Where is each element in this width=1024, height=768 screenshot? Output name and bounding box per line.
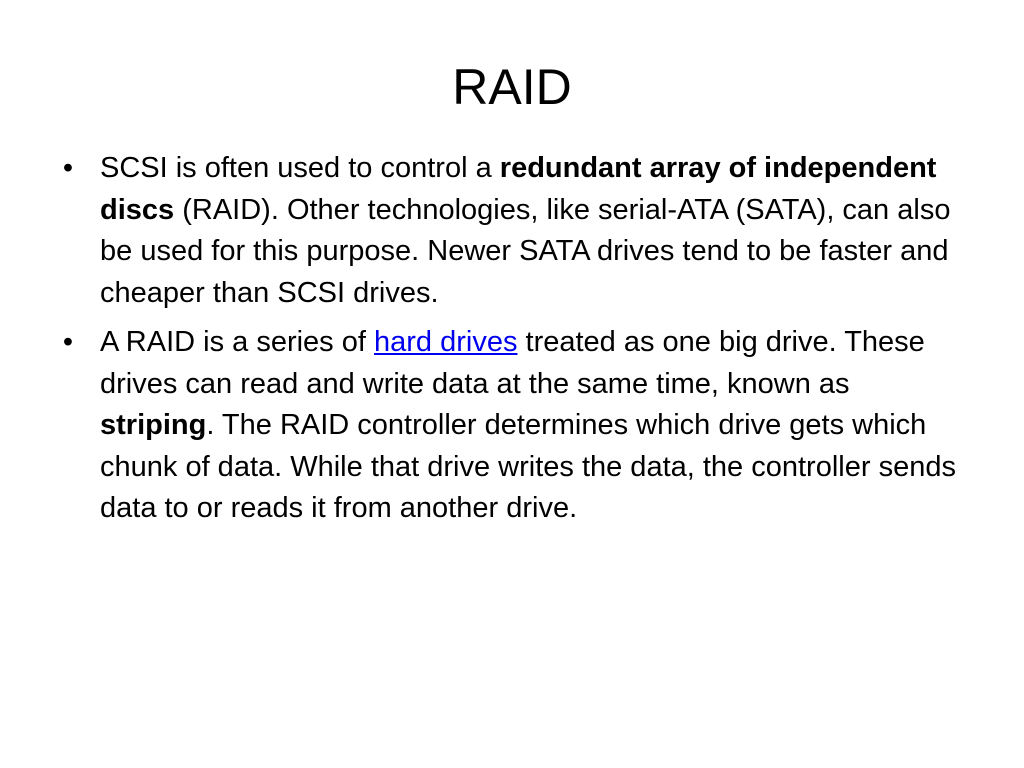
bold-term-striping: striping — [100, 409, 207, 441]
bold-term-raid: redundant array of independent discs — [100, 152, 937, 226]
hard-drives-link[interactable]: hard drives — [374, 326, 518, 358]
bullet-text: SCSI is often used to control a — [100, 152, 500, 184]
bullet-item-raid-intro — [62, 148, 970, 314]
slide-title: RAID — [452, 59, 572, 115]
bullet-text: (RAID). Other technologies, like serial-ATA (SATA), can also be used for this purpose. Newer SATA drives tend to be faster and cheaper than SCSI drives. — [100, 193, 951, 309]
bullet-item-raid-striping — [62, 322, 970, 530]
bullet-text: A RAID is a series of — [100, 326, 374, 358]
bullet-text: treated as one big drive. These drives can read and write data at the same time, known as — [100, 326, 925, 400]
bullet-list — [62, 148, 970, 538]
bullet-dot-icon: • — [62, 326, 74, 358]
bullet-text: . The RAID controller determines which drive gets which chunk of data. While that drive writes the data, the controller sends data to or reads it from another drive. — [100, 409, 956, 524]
bullet-dot-icon: • — [62, 152, 74, 184]
